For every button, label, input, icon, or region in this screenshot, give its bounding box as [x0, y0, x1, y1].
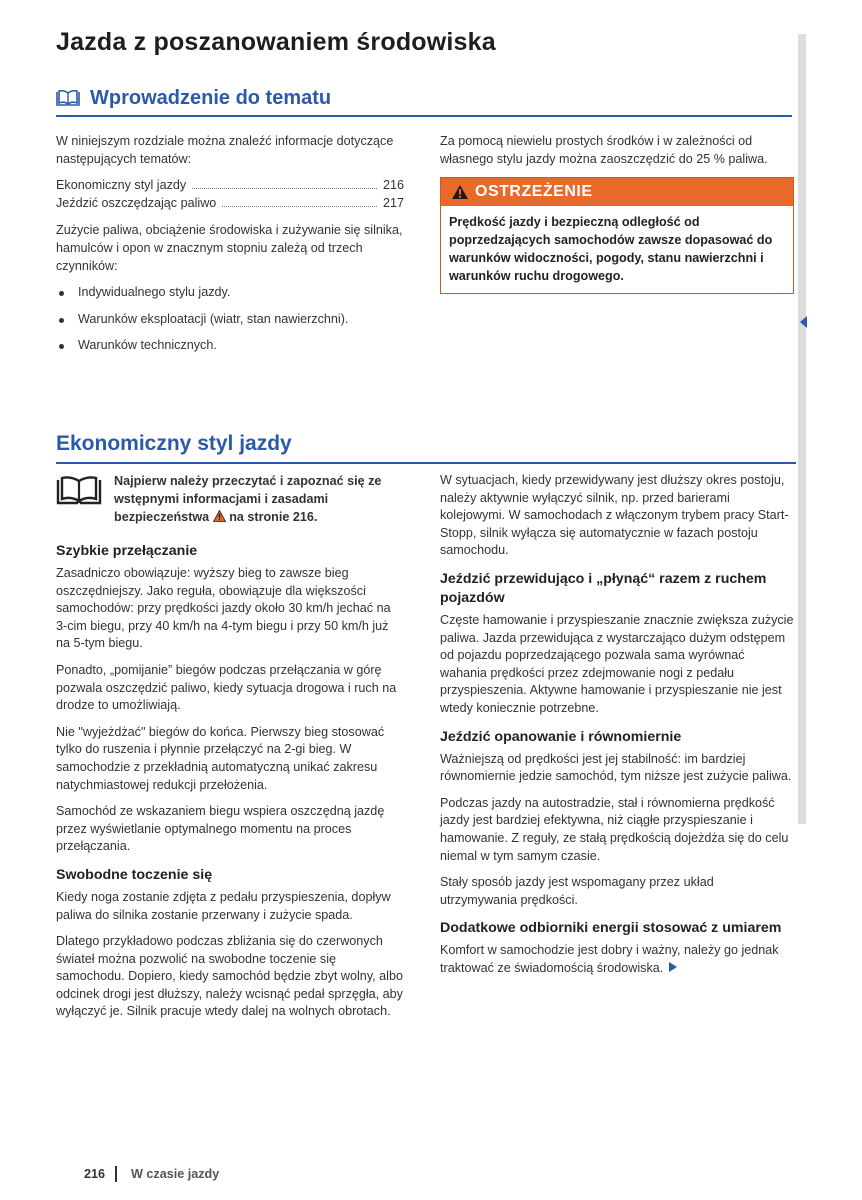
paragraph: Podczas jazdy na autostradzie, stał i równomierna prędkość jazdy jest bardziej efektywna, niż ciągłe przyspieszanie i hamowanie. Z reguły, ze stałą prędkością dojeżdża się do celu niemal w tym samym czasie. [440, 795, 789, 863]
topic-link[interactable] [56, 177, 404, 195]
warning-box [440, 177, 794, 294]
leader-dots [192, 188, 377, 189]
intro-heading-bar [56, 87, 792, 117]
paragraph: Ponadto, „pomijanie” biegów podczas przełączania w górę pozwala oszczędzić paliwo, kiedy sytuacja drogowa i ruch na drodze to umożliwiają. [56, 662, 397, 713]
paragraph: Dlatego przykładowo podczas zbliżania się do czerwonych świateł można pozwolić na swobodne toczenie się samochodu. Dopiero, kiedy samochód będzie zbyt wolny, albo odcinek drogi jest dłuższy, należy wcisnąć pedał sprzęgła, aby wyłączyć je. Silnik pracuje wtedy dalej na wolnych obrotach. [56, 934, 403, 1019]
page-edge-bar [798, 34, 806, 824]
list-item: Warunków eksploatacji (wiatr, stan nawierzchni). [56, 311, 404, 329]
intro-lead: W niniejszym rozdziale można znaleźć informacje dotyczące następujących tematów: [56, 134, 394, 166]
continue-arrow-icon[interactable] [669, 962, 677, 972]
back-arrow-icon[interactable] [800, 316, 807, 328]
section-heading: Ekonomiczny styl jazdy [56, 432, 292, 455]
page-footer [84, 1166, 219, 1182]
topic-link[interactable] [56, 195, 404, 213]
intro-left-column [56, 133, 404, 364]
leader-dots [222, 206, 377, 207]
page-title: Jazda z poszanowaniem środowiska [56, 28, 496, 56]
savings-text: Za pomocą niewielu prostych środków i w zależności od własnego stylu jazdy można zaoszczędzić do 25 % paliwa. [440, 134, 768, 166]
paragraph-text: Komfort w samochodzie jest dobry i ważny, należy go jednak traktować ze świadomością środowiska. [440, 943, 779, 975]
list-item: Warunków technicznych. [56, 337, 404, 355]
topic-page: 216 [382, 178, 404, 193]
topic-label: Jeździć oszczędzając paliwo [56, 195, 217, 210]
paragraph [440, 942, 794, 977]
intro-heading: Wprowadzenie do tematu [90, 87, 332, 109]
footer-separator [115, 1166, 117, 1182]
paragraph: Samochód ze wskazaniem biegu wspiera oszczędną jazdę przez wyświetlanie optymalnego momentu na proces przełączania. [56, 804, 385, 854]
note-text: Najpierw należy przeczytać i zapoznać się ze wstępnymi informacjami i zasadami bezpieczeństwa [114, 474, 382, 524]
note-page-ref[interactable]: na stronie 216. [229, 510, 318, 524]
subheading: Szybkie przełączanie [56, 543, 198, 559]
warning-triangle-icon [213, 510, 226, 522]
subheading: Jeździć opanowanie i równomiernie [440, 728, 682, 745]
paragraph: W sytuacjach, kiedy przewidywany jest dłuższy okres postoju, należy aktywnie wyłączyć silnik, np. przed barierami kolejowymi. W samochodach z włączonym trybem pracy Start-Stopp, silnik wyłącza się automatycznie w fazach postoju samochodu. [440, 473, 789, 558]
intro-right-column [440, 133, 794, 294]
section-heading-bar [56, 432, 796, 464]
warning-title: OSTRZEŻENIE [475, 183, 593, 201]
paragraph: Kiedy noga zostanie zdjęta z pedału przyspieszenia, dopływ paliwa do silnika zostanie przerwany i zużycie spada. [56, 889, 391, 922]
section-left-column [56, 472, 404, 1030]
factors-text: Zużycie paliwa, obciążenie środowiska i zużywanie się silnika, hamulców i opon w znacznym stopniu zależą od trzech czynników: [56, 223, 403, 273]
paragraph: Zasadniczo obowiązuje: wyższy bieg to zawsze bieg oszczędniejszy. Jako reguła, obowiązuje dla większości samochodów: przy prędkości jazdy około 30 km/h jechać na 3-cim biegu, przy 40 km/h na 4-tym biegu i przy 50 km/h już na 5-tym biegu. [56, 566, 391, 651]
list-item: Indywidualnego stylu jazdy. [56, 284, 404, 302]
warning-text: Prędkość jazdy i bezpieczną odległość od poprzedzających samochodów zawsze dopasować do warunków widoczności, pogody, stanu nawierzchni i warunków ruchu drogowego. [449, 215, 773, 284]
subheading: Jeździć przewidująco i „płynąć“ razem z ruchem pojazdów [440, 570, 767, 606]
paragraph: Stały sposób jazdy jest wspomagany przez układ utrzymywania prędkości. [440, 875, 714, 907]
topic-label: Ekonomiczny styl jazdy [56, 178, 187, 193]
factor-list [56, 284, 404, 355]
section-right-column [440, 472, 794, 986]
warning-header [441, 178, 793, 206]
read-first-note [56, 472, 404, 530]
paragraph: Nie "wyjeżdżać" biegów do końca. Pierwszy bieg stosować tylko do ruszenia i płynnie przełączyć na 2-gi bieg. W samochodzie z przekładnią automatyczną unikać zakresu natychmiastowej redukcji przełożenia. [56, 724, 385, 792]
paragraph: Ważniejszą od prędkości jest jej stabilność: im bardziej równomiernie jedzie samochód, tym niższe jest zużycie paliwa. [440, 751, 792, 784]
topic-list [56, 177, 404, 212]
subheading: Dodatkowe odbiorniki energii stosować z umiarem [440, 920, 782, 937]
warning-triangle-icon [451, 184, 469, 200]
paragraph: Częste hamowanie i przyspieszanie znacznie zwiększa zużycie paliwa. Jazda przewidująca z wystarczająco dużym odstępem od pojazdu poprzedzającego pozwala sama wyrównać wahania prędkości przez zdejmowanie nogi z pedału przyspieszenia. Aktywne hamowanie i przyspieszanie nie jest wtedy koniecznie potrzebne. [440, 612, 794, 715]
book-icon [56, 475, 102, 505]
topic-page: 217 [382, 195, 404, 210]
book-icon [56, 90, 80, 106]
subheading: Swobodne toczenie się [56, 866, 213, 883]
chapter-name: W czasie jazdy [131, 1167, 220, 1181]
page-number: 216 [84, 1167, 106, 1181]
